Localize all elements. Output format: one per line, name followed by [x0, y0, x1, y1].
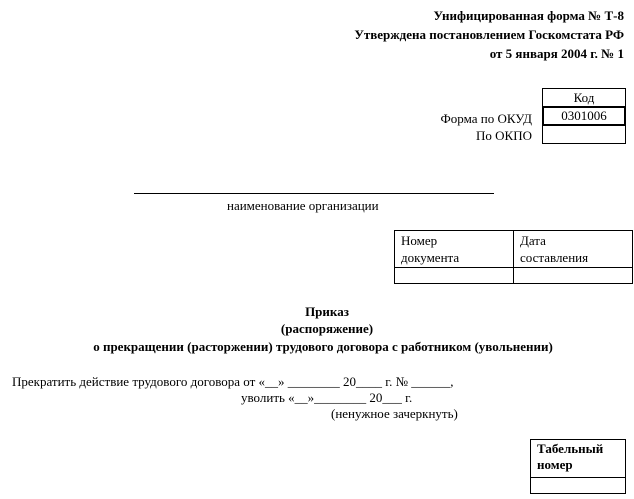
strike-out-note: (ненужное зачеркнуть): [331, 406, 458, 421]
title-line3: о прекращении (расторжении) трудового договора с работником (увольнении): [93, 339, 553, 354]
personnel-number-header: [531, 440, 625, 478]
document-date-header-line1: Дата: [520, 233, 546, 248]
code-table: [542, 88, 626, 144]
terminate-contract-line: Прекратить действие трудового договора от «__» ________ 20____ г. № ______,: [12, 374, 454, 389]
document-number-date-table: [394, 230, 633, 284]
document-number-header-line1: Номер: [401, 233, 438, 248]
form-header-line2: Утверждена постановлением Госкомстата РФ: [354, 27, 624, 42]
document-date-cell[interactable]: [514, 268, 633, 284]
organization-name-line[interactable]: [134, 193, 494, 194]
document-number-header-line2: документа: [401, 250, 460, 265]
form-header-line1: Унифицированная форма № Т-8: [433, 8, 624, 23]
code-header: Код: [543, 89, 625, 107]
personnel-number-box: [530, 439, 626, 494]
okud-label: Форма по ОКУД: [440, 111, 532, 126]
personnel-number-header-line1: Табельный: [537, 441, 604, 456]
title-line1: Приказ: [305, 304, 349, 319]
document-date-header: [514, 231, 633, 268]
okpo-code-field[interactable]: [543, 125, 625, 143]
organization-caption: наименование организации: [227, 198, 379, 213]
dismiss-line: уволить «__»________ 20___ г.: [241, 390, 413, 405]
title-line2: (распоряжение): [280, 321, 374, 336]
personnel-number-field[interactable]: [531, 478, 625, 493]
personnel-number-header-line2: номер: [537, 457, 573, 472]
form-header-line3: от 5 января 2004 г. № 1: [489, 46, 624, 61]
document-number-header: [395, 231, 514, 268]
okud-code-field[interactable]: 0301006: [542, 106, 626, 126]
document-number-cell[interactable]: [395, 268, 514, 284]
document-date-header-line2: составления: [520, 250, 589, 265]
okpo-label: По ОКПО: [476, 128, 532, 143]
